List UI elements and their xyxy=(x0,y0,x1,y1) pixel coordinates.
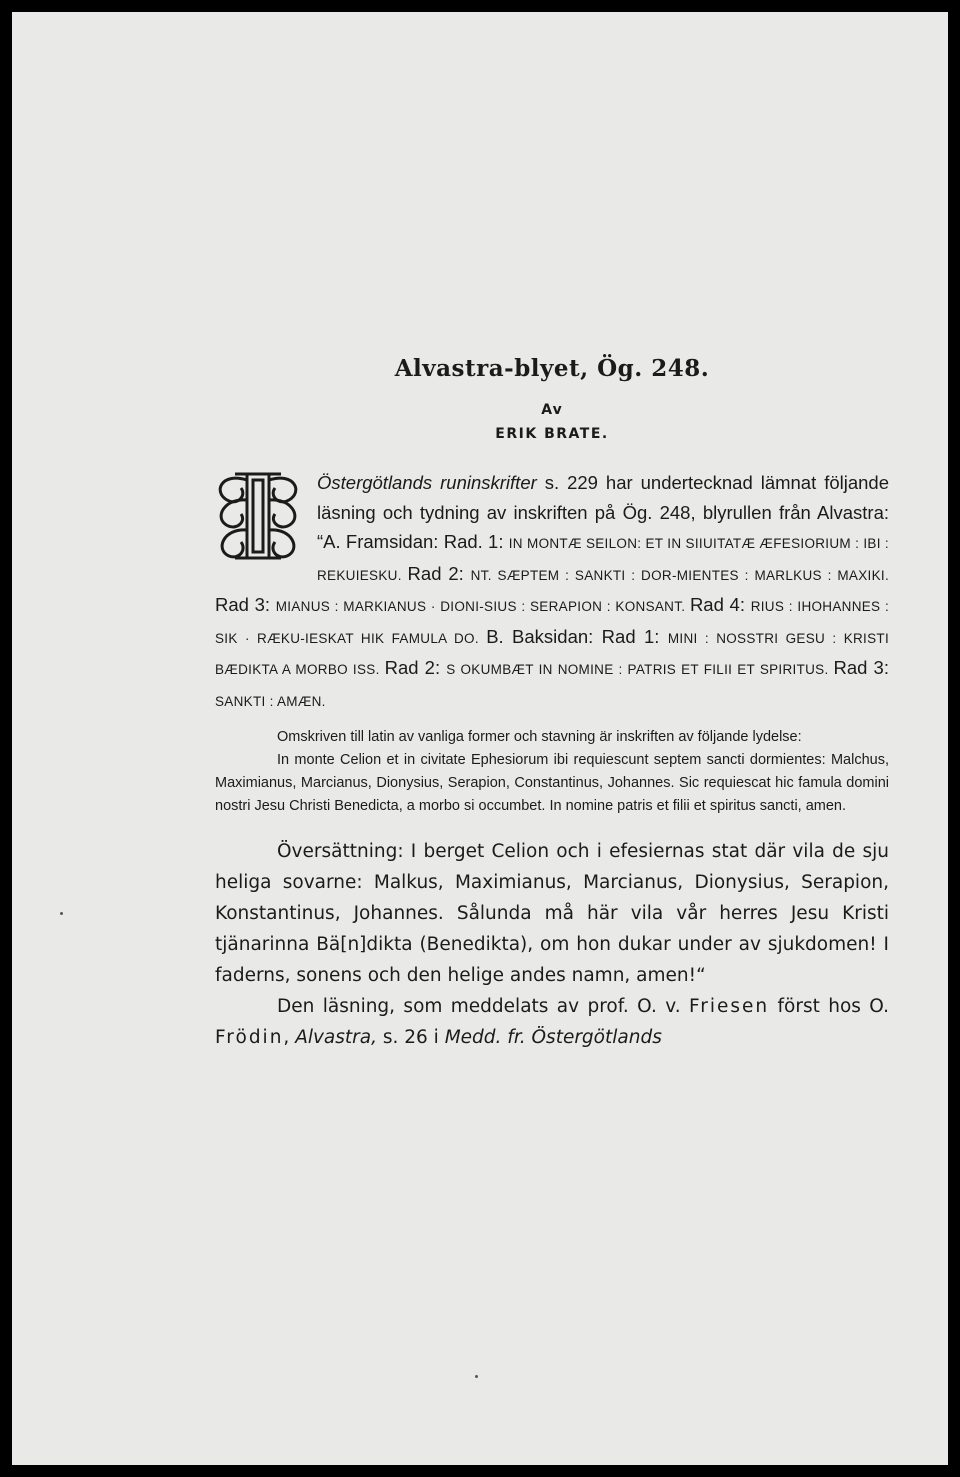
work-title: Östergötlands runinskrifter xyxy=(317,472,537,493)
latin-intro: Omskriven till latin av vanliga former och stavning är inskriften av följande lydelse: xyxy=(277,729,802,745)
rune-line-label: Rad 2: xyxy=(407,562,471,584)
rune-line-label: Rad 2: xyxy=(384,657,447,678)
rune-line-text: MIANUS : MARKIANUS · DIONI-SIUS : SERAPION : KONSANT. xyxy=(275,599,690,614)
intro-paragraph xyxy=(215,468,889,716)
person-name: Friesen xyxy=(688,996,770,1017)
article-title: Alvastra-blyet, Ög. 248. xyxy=(394,355,710,382)
page xyxy=(12,12,948,1465)
rune-line-label: Rad 3: xyxy=(215,594,276,615)
latin-text: In monte Celion et in civitate Ephesiorum ibi requiescunt septem sancti dormientes: Malchus, Maximianus, Marcianus, Dionysius, Serapion, Constantinus, Johannes. Sic requiescat hic famula domini nostri Jesu Christi Benedicta, a morbo si occumbet. In nomine patris et filii et spiritus sancti, amen. xyxy=(215,752,889,814)
note-text: först hos O. xyxy=(769,996,889,1017)
latin-transcription xyxy=(215,726,889,818)
cited-work: Alvastra, xyxy=(295,1027,377,1048)
rune-line-label: B. Baksidan: Rad 1: xyxy=(486,625,668,647)
rune-line-label: Rad 4: xyxy=(689,594,751,615)
rune-line-text: S OKUMBÆT IN NOMINE : PATRIS ET FILII ET SPIRITUS. xyxy=(446,662,834,677)
scan-speck xyxy=(60,912,63,915)
byline-av: Av xyxy=(541,402,563,418)
note-text: Den läsning, som meddelats av prof. O. v. xyxy=(277,996,689,1017)
person-name: Frödin xyxy=(215,1027,284,1048)
scan-speck xyxy=(475,1375,478,1378)
ornamental-initial xyxy=(211,470,305,562)
cited-work: Medd. fr. Östergötlands xyxy=(444,1027,662,1048)
rune-line-text: MINI : NOSSTRI GESU : KRISTI BÆDIKTA A MORBO ISS. xyxy=(215,630,890,677)
translation-text: Översättning: I berget Celion och i efesiernas stat där vila de sju heliga sovarne: Malkus, Maximianus, Marcianus, Dionysius, Serapion, Konstantinus, Johannes. Sålunda må här vila vår herres Jesu Kristi tjänarinna Bä[n]dikta (Benedikta), om hon dukar under av sjukdomen! I faderns, sonens och den helige andes namn, amen!“ xyxy=(215,841,889,986)
quote-open: “A. Framsidan: xyxy=(317,531,444,552)
rune-line-text: SANKTI : AMÆN. xyxy=(215,693,326,709)
rune-line-text: IN MONTÆ SEILON: ET IN SIIUITATÆ ÆFESIORIUM : IBI : REKUIESKU. xyxy=(317,536,889,583)
rune-line-text: RIUS : IHOHANNES : SIK · RÆKU-IESKAT HIK FAMULA DO. xyxy=(215,599,889,646)
translation-note xyxy=(215,991,889,1053)
note-text: , xyxy=(283,1027,296,1048)
note-text: s. 26 i xyxy=(376,1027,445,1048)
rune-line-label: Rad. 1: xyxy=(443,531,509,552)
intro-text: s. 229 har undertecknad lämnat följande läsning och tydning av inskriften på Ög. 248, blyrullen från Alvastra: xyxy=(317,472,889,523)
translation-section xyxy=(215,836,889,1053)
author-name: ERIK BRATE. xyxy=(495,426,609,442)
rune-line-text: NT. SÆPTEM : SANKTI : DOR-MIENTES : MARLKUS : MAXIKI. xyxy=(470,567,889,583)
rune-line-label: Rad 3: xyxy=(833,657,889,678)
text-column xyxy=(215,354,889,1053)
